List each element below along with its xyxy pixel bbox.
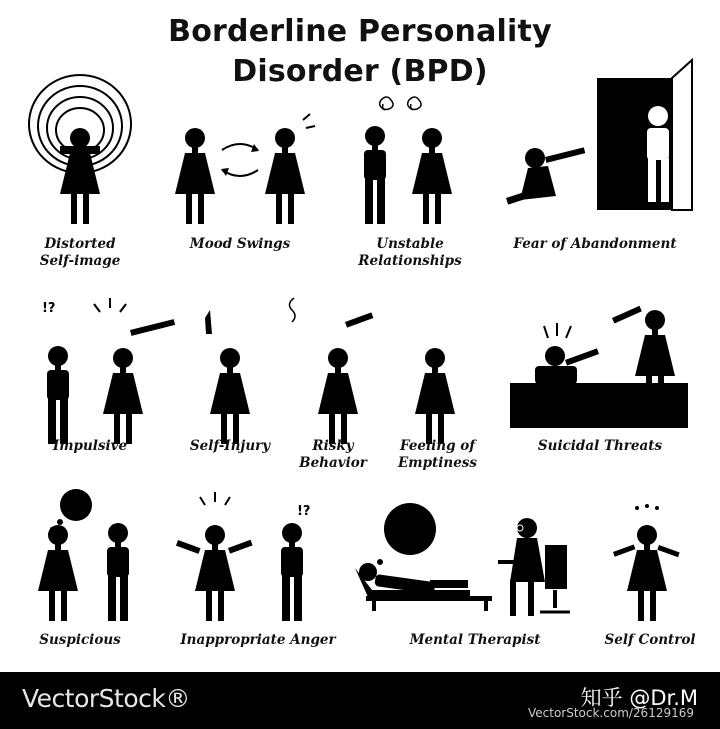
- feeling-of-emptiness-figure: [415, 348, 455, 444]
- symptom-label-unstable-relationships: Unstable Relationships: [358, 236, 462, 269]
- symptom-label-fear-of-abandonment: Fear of Abandonment: [513, 236, 677, 252]
- symptom-label-mental-therapist: Mental Therapist: [409, 632, 541, 648]
- suicidal-threats-figure: [510, 306, 688, 428]
- symptom-label-suspicious: Suspicious: [39, 632, 121, 648]
- svg-text:!?: !?: [297, 504, 311, 519]
- symptom-label-mood-swings: Mood Swings: [189, 236, 291, 252]
- symptom-label-impulsive: Impulsive: [52, 438, 128, 454]
- title-line-2: Disorder (BPD): [232, 54, 488, 89]
- risky-behavior-figure: [289, 298, 373, 444]
- symptom-label-suicidal-threats: Suicidal Threats: [537, 438, 663, 454]
- symptom-label-risky-behavior: Risky Behavior: [299, 438, 367, 471]
- distorted-self-image-figure: [29, 75, 131, 224]
- self-control-figure: [613, 504, 680, 621]
- stock-id: VectorStock.com/26129169: [527, 706, 694, 720]
- symptom-label-distorted-self-image: Distorted Self-image: [39, 236, 121, 269]
- symptom-label-feeling-of-emptiness: Feeling of Emptiness: [398, 438, 477, 471]
- unstable-relationships-figure: [364, 97, 452, 224]
- symptom-label-self-injury: Self-Injury: [189, 438, 271, 454]
- impulsive-figure: [42, 298, 175, 444]
- mental-therapist-figure: [355, 503, 570, 616]
- vectorstock-logo: VectorStock®: [22, 684, 190, 713]
- inappropriate-anger-figure: [176, 492, 311, 621]
- symptom-label-self-control: Self Control: [604, 632, 696, 648]
- footer-bar: [0, 672, 720, 729]
- zhihu-watermark: 知乎 @Dr.M: [580, 686, 698, 710]
- self-injury-figure: [205, 310, 250, 444]
- title-line-1: Borderline Personality: [168, 14, 552, 49]
- mood-swings-figure: [175, 114, 315, 224]
- symptom-label-inappropriate-anger: Inappropriate Anger: [180, 632, 336, 648]
- svg-text:!?: !?: [42, 301, 56, 316]
- fear-of-abandonment-figure: [506, 60, 692, 210]
- suspicious-figure: [38, 489, 129, 621]
